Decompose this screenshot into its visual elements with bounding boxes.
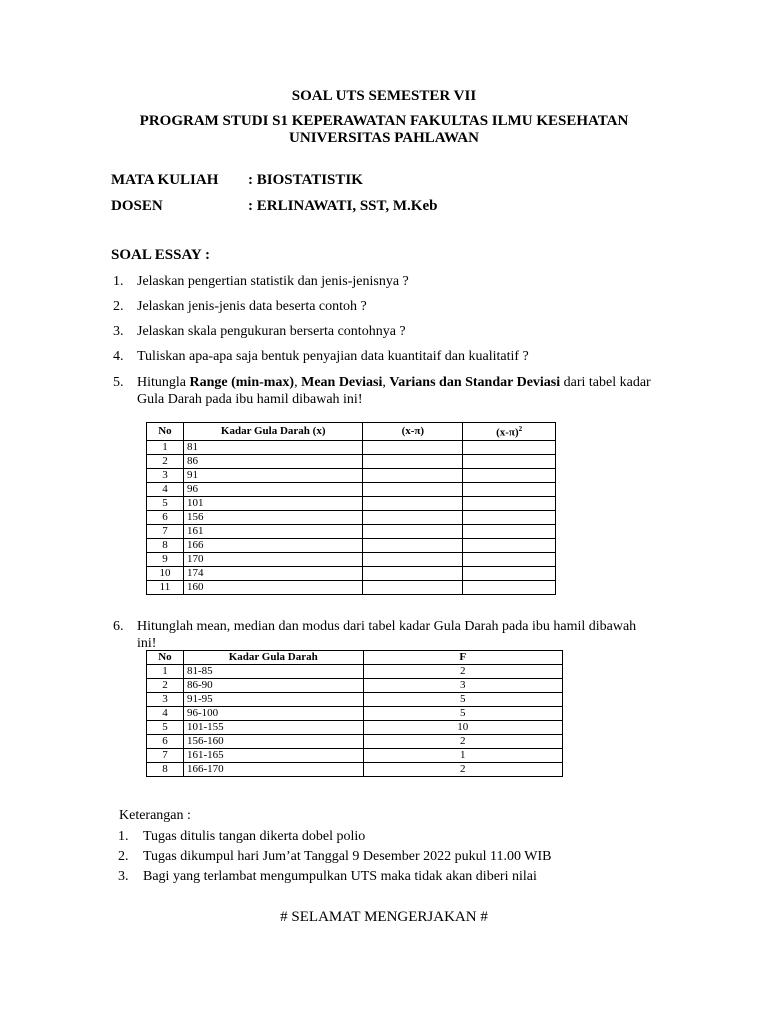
q5-text-part: ,: [382, 375, 390, 390]
course-value: : BIOSTATISTIK: [248, 172, 363, 188]
cell-deviation-squared: [463, 454, 556, 468]
note-text: Bagi yang terlambat mengumpulkan UTS maka tidak akan diberi nilai: [143, 869, 537, 884]
page-title: SOAL UTS SEMESTER VII: [291, 88, 477, 104]
cell-kadar: 156-160: [183, 735, 363, 749]
cell-no: 6: [147, 735, 184, 749]
cell-deviation: [363, 566, 463, 580]
cell-no: 1: [147, 440, 184, 454]
note-item: [118, 848, 678, 865]
cell-deviation-squared: [463, 510, 556, 524]
grouped-frequency-table: [146, 650, 563, 777]
cell-deviation: [363, 496, 463, 510]
q5-text-part: ,: [294, 375, 302, 390]
question-number: 1.: [113, 274, 124, 289]
cell-kadar: 101: [183, 496, 363, 510]
q5-bold-range: Range (min-max): [189, 375, 295, 390]
note-item: [118, 828, 678, 845]
cell-deviation: [363, 524, 463, 538]
question-number: 2.: [113, 299, 124, 314]
cell-kadar: 81: [183, 440, 363, 454]
cell-no: 8: [147, 538, 184, 552]
table-row: [147, 468, 556, 482]
cell-kadar: 166-170: [183, 763, 363, 777]
table-row: [147, 721, 563, 735]
cell-kadar: 161-165: [183, 749, 363, 763]
cell-deviation-squared: [463, 496, 556, 510]
cell-deviation-squared: [463, 482, 556, 496]
table-header-row: [147, 651, 563, 665]
cell-kadar: 86-90: [183, 679, 363, 693]
header-kadar: Kadar Gula Darah: [183, 651, 363, 665]
cell-no: 9: [147, 552, 184, 566]
cell-frequency: 10: [363, 721, 562, 735]
cell-no: 1: [147, 665, 184, 679]
notes-heading: Keterangan :: [119, 808, 191, 823]
header-no: No: [147, 423, 184, 441]
cell-kadar: 91: [183, 468, 363, 482]
note-number: 2.: [118, 849, 129, 864]
cell-kadar: 101-155: [183, 721, 363, 735]
question-number: 5.: [113, 375, 124, 390]
table-row: [147, 482, 556, 496]
note-text: Tugas ditulis tangan dikerta dobel polio: [143, 829, 366, 844]
cell-no: 2: [147, 679, 184, 693]
question-text: Hitunglah mean, median dan modus dari tabel kadar Gula Darah pada ibu hamil dibawah ini!: [137, 619, 637, 651]
superscript-two: 2: [518, 425, 523, 433]
header-kadar: Kadar Gula Darah (x): [183, 423, 363, 441]
essay-heading: SOAL ESSAY :: [111, 247, 210, 263]
cell-kadar: 170: [183, 552, 363, 566]
table-row: [147, 749, 563, 763]
note-number: 1.: [118, 829, 129, 844]
cell-deviation: [363, 510, 463, 524]
cell-kadar: 96-100: [183, 707, 363, 721]
cell-no: 5: [147, 496, 184, 510]
blood-sugar-table: [146, 422, 556, 595]
cell-frequency: 5: [363, 707, 562, 721]
cell-kadar: 156: [183, 510, 363, 524]
cell-deviation: [363, 454, 463, 468]
cell-frequency: 2: [363, 665, 562, 679]
cell-kadar: 166: [183, 538, 363, 552]
q5-bold-variance: Varians dan Standar Deviasi: [389, 375, 561, 390]
cell-kadar: 86: [183, 454, 363, 468]
question-text: [137, 374, 677, 408]
cell-deviation: [363, 538, 463, 552]
table-row: [147, 496, 556, 510]
cell-deviation-squared: [463, 538, 556, 552]
cell-no: 3: [147, 693, 184, 707]
question-text: Jelaskan skala pengukuran berserta contohnya ?: [137, 324, 406, 339]
table-row: [147, 665, 563, 679]
cell-no: 7: [147, 749, 184, 763]
table-row: [147, 679, 563, 693]
cell-no: 11: [147, 580, 184, 594]
table-row: [147, 524, 556, 538]
question-number: 6.: [113, 619, 124, 634]
lecturer-label: DOSEN: [111, 198, 163, 214]
cell-frequency: 2: [363, 763, 562, 777]
question-item: [113, 618, 683, 654]
table-header-row: [147, 423, 556, 441]
cell-no: 7: [147, 524, 184, 538]
cell-kadar: 96: [183, 482, 363, 496]
question-item: [113, 273, 683, 290]
table-row: [147, 707, 563, 721]
cell-deviation: [363, 468, 463, 482]
cell-kadar: 174: [183, 566, 363, 580]
table-row: [147, 454, 556, 468]
question-item: [113, 348, 683, 365]
cell-deviation: [363, 482, 463, 496]
note-text: Tugas dikumpul hari Jum’at Tanggal 9 Desember 2022 pukul 11.00 WIB: [143, 849, 552, 864]
q5-bold-mean-deviation: Mean Deviasi: [301, 375, 383, 390]
cell-no: 3: [147, 468, 184, 482]
header-deviation: (x-π): [363, 423, 463, 441]
cell-deviation-squared: [463, 580, 556, 594]
cell-kadar: 81-85: [183, 665, 363, 679]
cell-deviation-squared: [463, 468, 556, 482]
question-text: Jelaskan pengertian statistik dan jenis-jenisnya ?: [137, 274, 409, 289]
table-row: [147, 580, 556, 594]
cell-no: 8: [147, 763, 184, 777]
question-number: 3.: [113, 324, 124, 339]
program-line: PROGRAM STUDI S1 KEPERAWATAN FAKULTAS ILMU KESEHATAN: [139, 113, 629, 129]
cell-kadar: 161: [183, 524, 363, 538]
cell-kadar: 160: [183, 580, 363, 594]
question-number: 4.: [113, 349, 124, 364]
question-item: [113, 323, 683, 340]
cell-frequency: 5: [363, 693, 562, 707]
table-row: [147, 510, 556, 524]
table-row: [147, 735, 563, 749]
cell-no: 2: [147, 454, 184, 468]
q5-text-part: dari tabel kadar Gula Darah pada ibu hamil dibawah ini!: [137, 375, 651, 407]
lecturer-value: : ERLINAWATI, SST, M.Keb: [248, 198, 438, 214]
table-row: [147, 566, 556, 580]
cell-no: 6: [147, 510, 184, 524]
q5-text-part: Hitungla: [137, 375, 190, 390]
cell-no: 4: [147, 707, 184, 721]
university-line: UNIVERSITAS PAHLAWAN: [289, 130, 479, 146]
cell-deviation: [363, 580, 463, 594]
header-frequency: F: [363, 651, 562, 665]
cell-no: 4: [147, 482, 184, 496]
cell-deviation-squared: [463, 440, 556, 454]
question-item: [113, 298, 683, 315]
table-row: [147, 693, 563, 707]
cell-deviation: [363, 552, 463, 566]
cell-no: 5: [147, 721, 184, 735]
note-item: [118, 868, 678, 885]
header-deviation-squared: [463, 423, 556, 441]
table-row: [147, 538, 556, 552]
cell-frequency: 2: [363, 735, 562, 749]
table-row: [147, 763, 563, 777]
question-text: Jelaskan jenis-jenis data beserta contoh ?: [137, 299, 367, 314]
cell-frequency: 3: [363, 679, 562, 693]
cell-deviation-squared: [463, 552, 556, 566]
question-item: [113, 374, 683, 410]
note-number: 3.: [118, 869, 129, 884]
cell-no: 10: [147, 566, 184, 580]
cell-deviation-squared: [463, 566, 556, 580]
table-row: [147, 552, 556, 566]
header-no: No: [147, 651, 184, 665]
header-deviation-base: (x-π): [496, 426, 519, 439]
cell-deviation-squared: [463, 524, 556, 538]
table-row: [147, 440, 556, 454]
cell-kadar: 91-95: [183, 693, 363, 707]
cell-deviation: [363, 440, 463, 454]
closing-line: # SELAMAT MENGERJAKAN #: [280, 909, 488, 925]
cell-frequency: 1: [363, 749, 562, 763]
question-text: Tuliskan apa-apa saja bentuk penyajian data kuantitaif dan kualitatif ?: [137, 349, 529, 364]
course-label: MATA KULIAH: [111, 172, 219, 188]
